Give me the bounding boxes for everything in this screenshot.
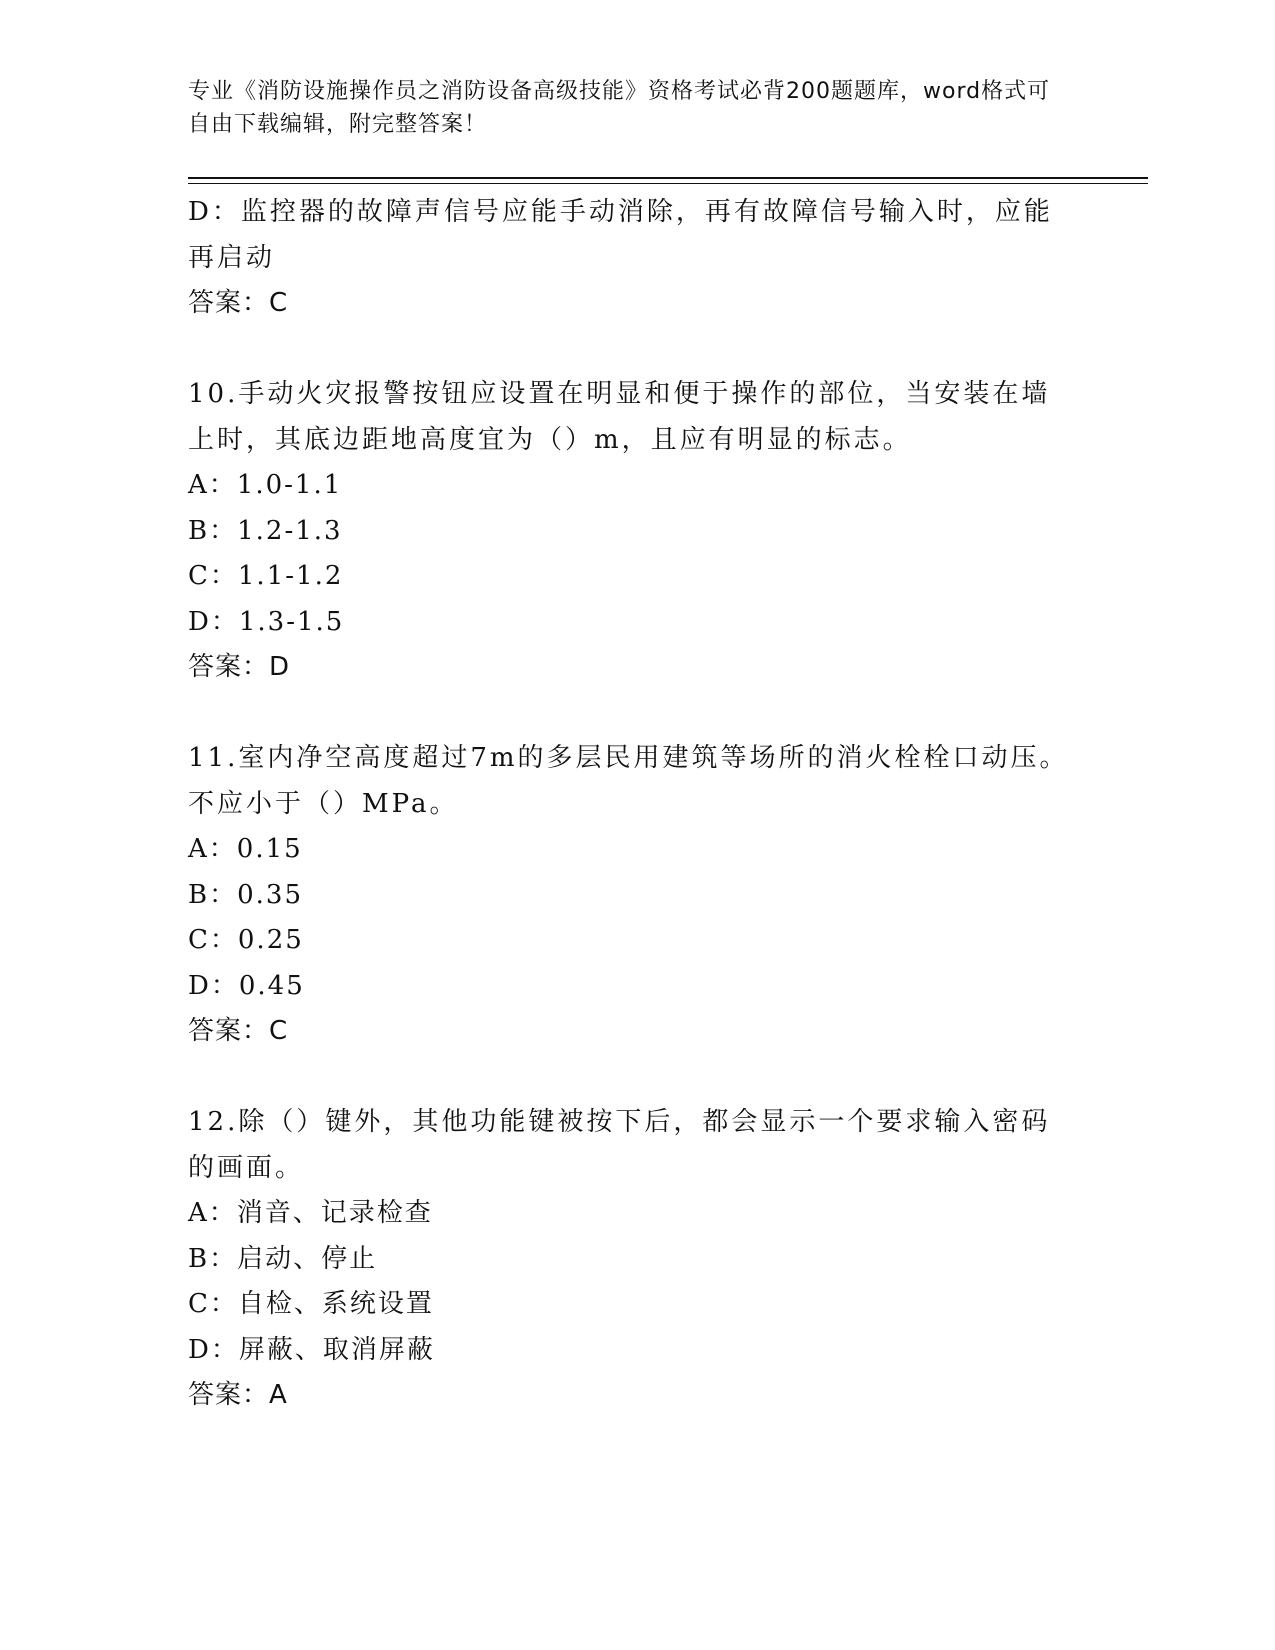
question-12-option-c: C：自检、系统设置 [188,1289,434,1319]
question-12-option-d: D：屏蔽、取消屏蔽 [188,1334,435,1365]
question-10-option-b: B：1.2-1.3 [188,515,343,546]
question-11-option-d: D：0.45 [188,970,305,1001]
question-11-answer: 答案：C [188,1016,289,1046]
question-12-answer: 答案：A [188,1380,288,1410]
question-content [188,190,1078,1419]
question-10-option-d: D：1.3-1.5 [188,606,345,637]
question-9-answer: 答案：C [188,288,289,318]
question-12-option-b: B：启动、停止 [188,1243,378,1274]
question-12-option-a: A：消音、记录检查 [188,1198,433,1228]
spacer [188,1055,1078,1101]
question-11-option-a: A：0.15 [188,834,303,864]
question-11-option-c: C：0.25 [188,925,304,955]
header-divider-thick [188,177,1148,179]
question-10-option-a: A：1.0-1.1 [188,470,343,500]
question-11-option-b: B：0.35 [188,879,303,910]
question-10-option-c: C：1.1-1.2 [188,561,344,591]
question-11-stem: 11.室内净空高度超过7m的多层民用建筑等场所的消火栓栓口动压。不应小于（）MPa。 [188,743,1069,819]
question-10-answer: 答案：D [188,652,291,682]
question-10-stem: 10.手动火灾报警按钮应设置在明显和便于操作的部位，当安装在墙上时，其底边距地高度宜为（）m，且应有明显的标志。 [188,379,1051,455]
spacer [188,327,1078,373]
question-12-stem: 12.除（）键外，其他功能键被按下后，都会显示一个要求输入密码的画面。 [188,1107,1051,1183]
question-9-option-d: D：监控器的故障声信号应能手动消除，再有故障信号输入时，应能再启动 [188,197,1053,273]
spacer [188,691,1078,737]
document-header: 专业《消防设施操作员之消防设备高级技能》资格考试必背200题题库，word格式可自由下载编辑，附完整答案！ [188,79,1051,137]
header-divider-thin [188,183,1148,184]
